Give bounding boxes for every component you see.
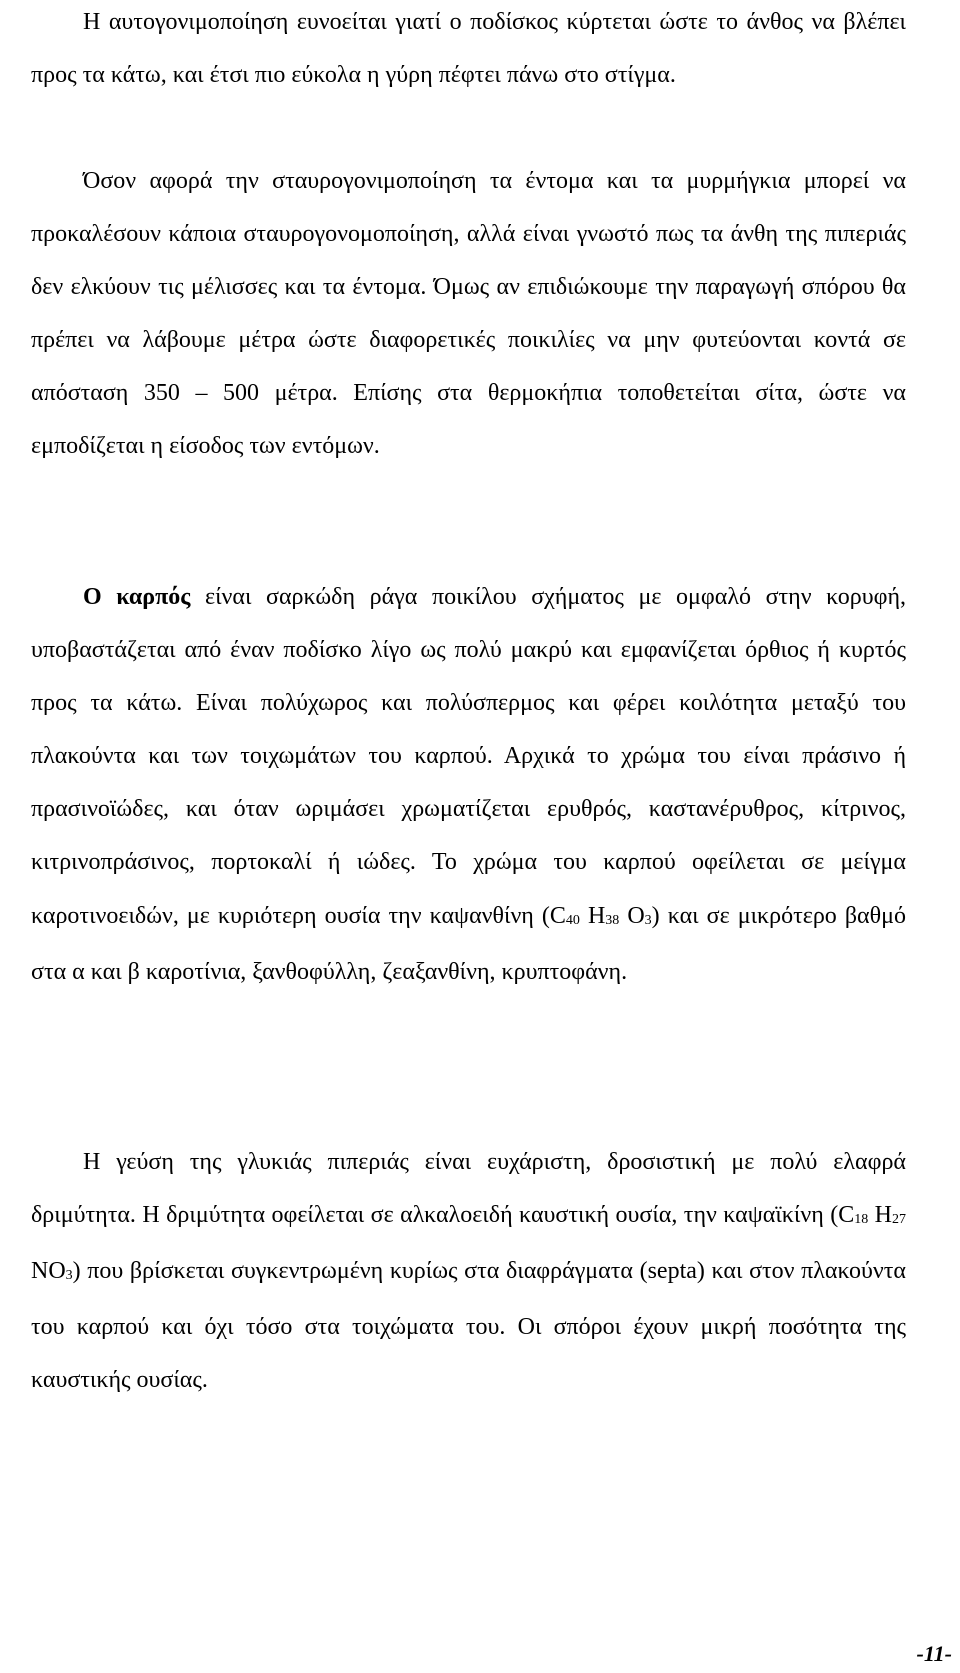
paragraph-cross-pollination: Όσον αφορά την σταυρογονιμοποίηση τα έντομα και τα μυρμήγκια μπορεί να προκαλέσουν κάποια σταυρογονομοποίηση, αλλά είναι γνωστό πως τα άνθη της πιπεριάς δεν ελκύουν τις μέλισσες και τα έντομα. Όμως αν επιδιώκουμε την παραγωγή σπόρου θα πρέπει να λάβουμε μέτρα ώστε διαφορετικές ποικιλίες να μην φυτεύονται κοντά σε απόσταση 350 – 500 μέτρα. Επίσης στα θερμοκήπια τοποθετείται σίτα, ώστε να εμποδίζεται η είσοδος των εντόμων. [31,168,906,460]
formula-h: H [868,1202,892,1229]
formula-c: C [838,1202,855,1229]
formula-h: H [579,902,606,929]
paragraph-fruit [31,571,906,999]
paragraph-taste [31,1136,906,1407]
capsanthin-formula [550,903,652,929]
formula-o: O [619,902,645,929]
taste-text-b: ) που βρίσκεται συγκεντρωμένη κυρίως στα διαφράγματα (septa) και στον πλακούντα του καρπού και όχι τόσο στα τοιχώματα του. Οι σπόροι έχουν μικρή ποσότητα της καυστικής ουσίας. [31,1258,906,1394]
formula-no: NO [31,1258,66,1285]
fruit-term: Ο καρπός [83,584,191,610]
paragraph-self-pollination: Η αυτογονιμοποίηση ευνοείται γιατί ο ποδίσκος κύρτεται ώστε το άνθος να βλέπει προς τα κάτω, και έτσι πιο εύκολα η γύρη πέφτει πάνω στο στίγμα. [31,9,906,89]
formula-o-sub: 3 [644,912,652,928]
taste-text-a: Η γεύση της γλυκιάς πιπεριάς είναι ευχάριστη, δροσιστική με πολύ ελαφρά δριμύτητα. Η δριμύτητα οφείλεται σε αλκαλοειδή καυστική ουσία, την καψαϊκίνη ( [31,1149,906,1229]
formula-no-sub: 3 [65,1268,73,1284]
formula-c-sub: 18 [854,1212,869,1228]
formula-h-sub: 38 [605,912,620,928]
fruit-text-a: είναι σαρκώδη ράγα ποικίλου σχήματος με ομφαλό στην κορυφή, υποβαστάζεται από έναν ποδίσκο λίγο ως πολύ μακρύ και εμφανίζεται όρθιος ή κυρτός προς τα κάτω. Είναι πολύχωρος και πολύσπερμος και φέρει κοιλότητα μεταξύ του πλακούντα και των τοιχωμάτων του καρπού. Αρχικά το χρώμα του είναι πράσινο ή πρασινοϊώδες, και όταν ωριμάσει χρωματίζεται ερυθρός, καστανέρυθρος, κίτρινος, κιτρινοπράσινος, πορτοκαλί ή ιώδες. Το χρώμα του καρπού οφείλεται σε μείγμα καροτινοειδών, με κυριότερη ουσία την καψανθίνη ( [31,584,906,929]
page-number: -11- [916,1641,952,1666]
formula-c: C [549,902,566,929]
formula-h-sub: 27 [892,1212,906,1228]
formula-c-sub: 40 [565,912,580,928]
fruit-text-b: ) και σε μικρότερο βαθμό στα α και β καροτίνια, ξανθοφύλλη, ζεαξανθίνη, κρυπτοφάνη. [31,902,906,985]
